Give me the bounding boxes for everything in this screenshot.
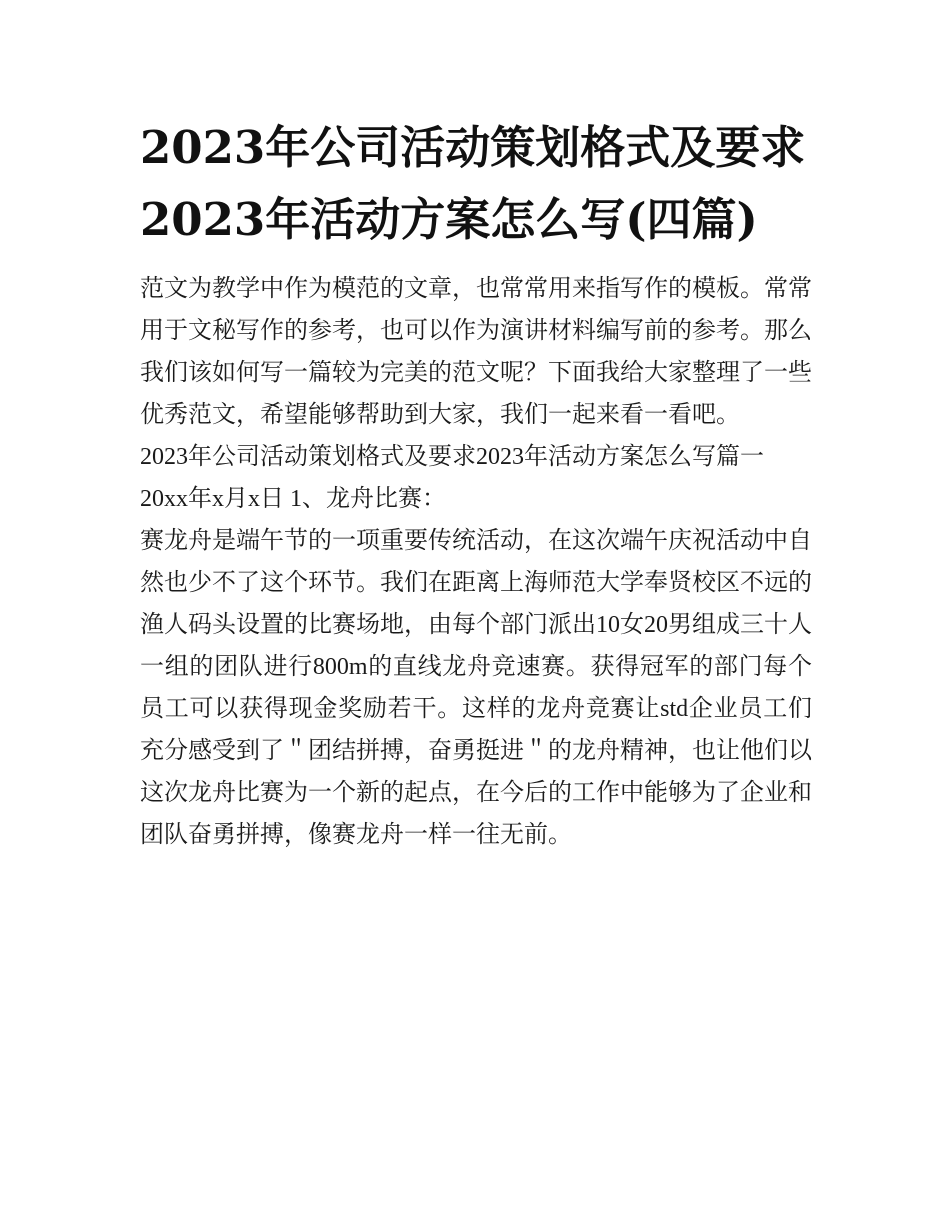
intro-paragraph: 范文为教学中作为模范的文章，也常常用来指写作的模板。常常用于文秘写作的参考，也可以作为演讲材料编写前的参考。那么我们该如何写一篇较为完美的范文呢？下面我给大家整理了一些优秀范文，希望能够帮助到大家，我们一起来看一看吧。: [140, 276, 812, 428]
date-line: 20xx年x月x日 1、龙舟比赛：: [140, 486, 446, 512]
body-paragraph: 赛龙舟是端午节的一项重要传统活动，在这次端午庆祝活动中自然也少不了这个环节。我们在距离上海师范大学奉贤校区不远的渔人码头设置的比赛场地，由每个部门派出10女20男组成三十人一组的团队进行800m的直线龙舟竞速赛。获得冠军的部门每个员工可以获得现金奖励若干。这样的龙舟竞赛让std企业员工们充分感受到了＂团结拼搏，奋勇挺进＂的龙舟精神，也让他们以这次龙舟比赛为一个新的起点，在今后的工作中能够为了企业和团队奋勇拼搏，像赛龙舟一样一往无前。: [140, 528, 812, 848]
document-title: 2023年公司活动策划格式及要求2023年活动方案怎么写(四篇): [140, 121, 806, 246]
document-page: [140, 112, 812, 856]
section-heading: 2023年公司活动策划格式及要求2023年活动方案怎么写篇一: [140, 444, 764, 470]
